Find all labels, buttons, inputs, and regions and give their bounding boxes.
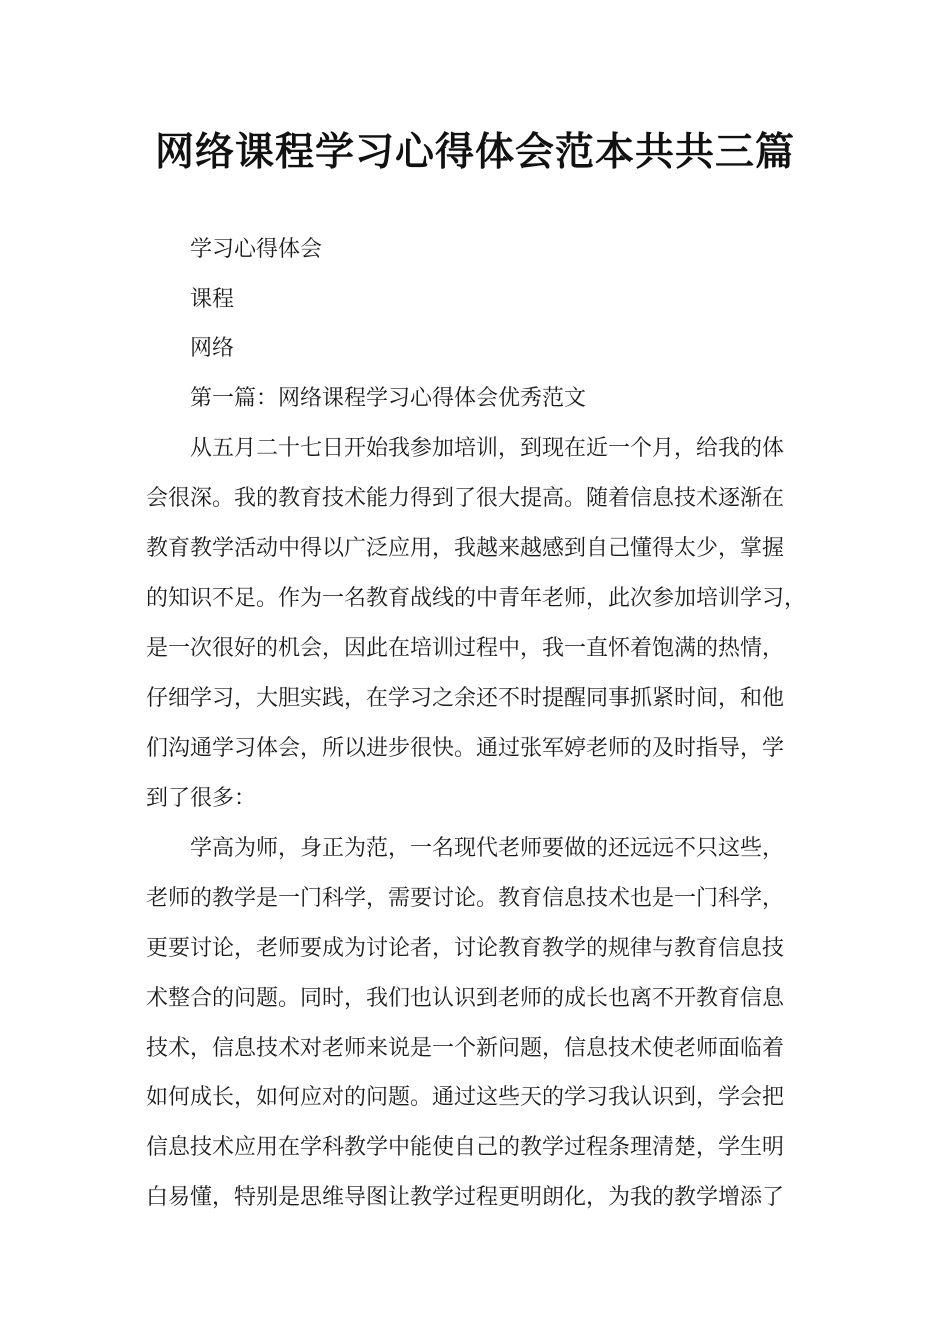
section-heading: 第一篇：网络课程学习心得体会优秀范文 (190, 386, 587, 411)
paragraph-line: 教育教学活动中得以广泛应用，我越来越感到自己懂得太少，掌握 (146, 536, 785, 561)
paragraph-line: 学高为师，身正为范，一名现代老师要做的还远远不只这些， (190, 836, 785, 861)
paragraph-line: 白易懂，特别是思维导图让教学过程更明朗化，为我的教学增添了 (146, 1185, 785, 1210)
paragraph-line: 是一次很好的机会，因此在培训过程中，我一直怀着饱满的热情， (146, 636, 785, 661)
paragraph-line: 更要讨论，老师要成为讨论者，讨论教育教学的规律与教育信息技 (146, 936, 785, 961)
paragraph-line: 术整合的问题。同时，我们也认识到老师的成长也离不开教育信息 (146, 986, 785, 1011)
paragraph-line: 们沟通学习体会，所以进步很快。通过张军婷老师的及时指导，学 (146, 736, 785, 761)
keyword-2: 课程 (190, 287, 235, 312)
document-title: 网络课程学习心得体会范本共共三篇 (154, 130, 795, 175)
keyword-3: 网络 (190, 336, 235, 361)
paragraph-line: 如何成长，如何应对的问题。通过这些天的学习我认识到，学会把 (146, 1085, 785, 1110)
paragraph-line: 技术，信息技术对老师来说是一个新问题，信息技术使老师面临着 (146, 1036, 785, 1061)
paragraph-line: 从五月二十七日开始我参加培训，到现在近一个月，给我的体 (190, 436, 785, 461)
paragraph-line: 老师的教学是一门科学，需要讨论。教育信息技术也是一门科学， (146, 886, 785, 911)
paragraph-line: 仔细学习，大胆实践，在学习之余还不时提醒同事抓紧时间，和他 (146, 686, 785, 711)
paragraph-line: 的知识不足。作为一名教育战线的中青年老师，此次参加培训学习， (146, 586, 807, 611)
keyword-1: 学习心得体会 (190, 237, 323, 262)
paragraph-line: 到了很多： (146, 786, 257, 811)
paragraph-line: 信息技术应用在学科教学中能使自己的教学过程条理清楚，学生明 (146, 1135, 785, 1160)
paragraph-line: 会很深。我的教育技术能力得到了很大提高。随着信息技术逐渐在 (146, 486, 785, 511)
